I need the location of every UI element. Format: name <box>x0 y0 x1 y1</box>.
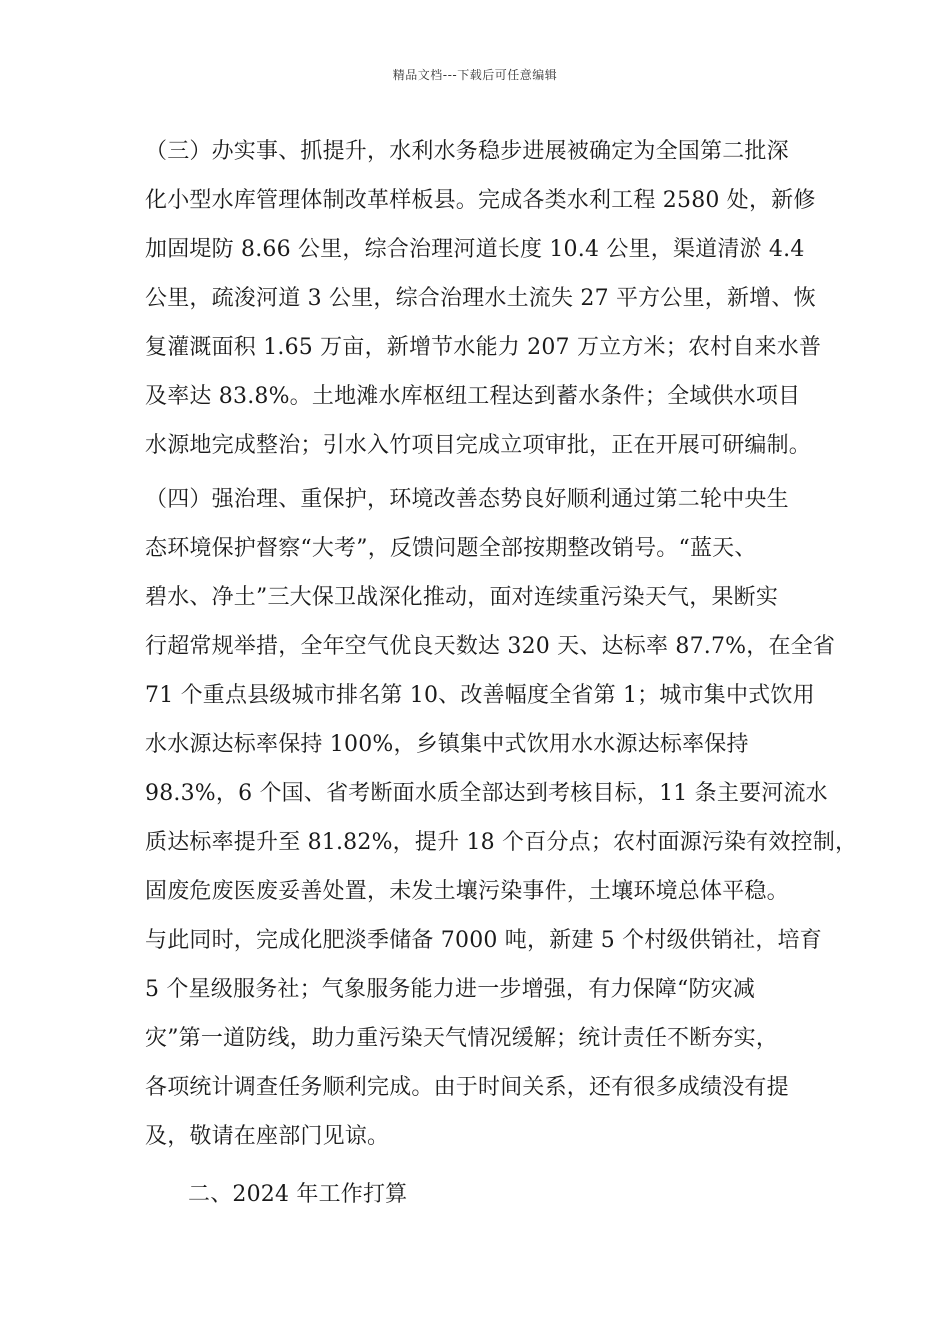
text-line: 水水源达标率保持 100%，乡镇集中式饮用水水源达标率保持 <box>145 732 749 757</box>
text-line: 化小型水库管理体制改革样板县。完成各类水利工程 2580 处，新修 <box>145 188 816 213</box>
text-line: 公里，疏浚河道 3 公里，综合治理水土流失 27 平方公里，新增、恢 <box>145 286 816 311</box>
text-line: 5 个星级服务社；气象服务能力进一步增强，有力保障“防灾减 <box>145 977 756 1002</box>
text-line: 水源地完成整治；引水入竹项目完成立项审批，正在开展可研编制。 <box>145 433 812 458</box>
section-heading: 二、2024 年工作打算 <box>188 1182 408 1207</box>
text-line: （四）强治理、重保护，环境改善态势良好顺利通过第二轮中央生 <box>145 487 789 512</box>
text-line: （三）办实事、抓提升，水利水务稳步进展被确定为全国第二批深 <box>145 139 789 164</box>
text-line: 71 个重点县级城市排名第 10、改善幅度全省第 1；城市集中式饮用 <box>145 683 815 708</box>
text-line: 各项统计调查任务顺利完成。由于时间关系，还有很多成绩没有提 <box>145 1075 789 1100</box>
text-line: 98.3%，6 个国、省考断面水质全部达到考核目标，11 条主要河流水 <box>145 781 828 806</box>
text-line: 及，敬请在座部门见谅。 <box>145 1124 390 1149</box>
text-line: 加固堤防 8.66 公里，综合治理河道长度 10.4 公里，渠道清淤 4.4 <box>145 237 805 262</box>
text-line: 复灌溉面积 1.65 万亩，新增节水能力 207 万立方米；农村自来水普 <box>145 335 822 360</box>
text-line: 行超常规举措，全年空气优良天数达 320 天、达标率 87.7%，在全省 <box>145 634 836 659</box>
text-line: 与此同时，完成化肥淡季储备 7000 吨，新建 5 个村级供销社，培育 <box>145 928 822 953</box>
text-line: 态环境保护督察“大考”，反馈问题全部按期整改销号。“蓝天、 <box>145 536 757 561</box>
text-line: 及率达 83.8%。土地滩水库枢纽工程达到蓄水条件；全域供水项目 <box>145 384 801 409</box>
text-line: 灾”第一道防线，助力重污染天气情况缓解；统计责任不断夯实， <box>145 1026 779 1051</box>
text-line: 碧水、净土”三大保卫战深化推动，面对连续重污染天气，果断实 <box>145 585 779 610</box>
text-line: 质达标率提升至 81.82%，提升 18 个百分点；农村面源污染有效控制， <box>145 830 858 855</box>
page-header: 精品文档---下载后可任意编辑 <box>392 68 558 82</box>
text-line: 固废危废医废妥善处置，未发土壤污染事件，土壤环境总体平稳。 <box>145 879 789 904</box>
